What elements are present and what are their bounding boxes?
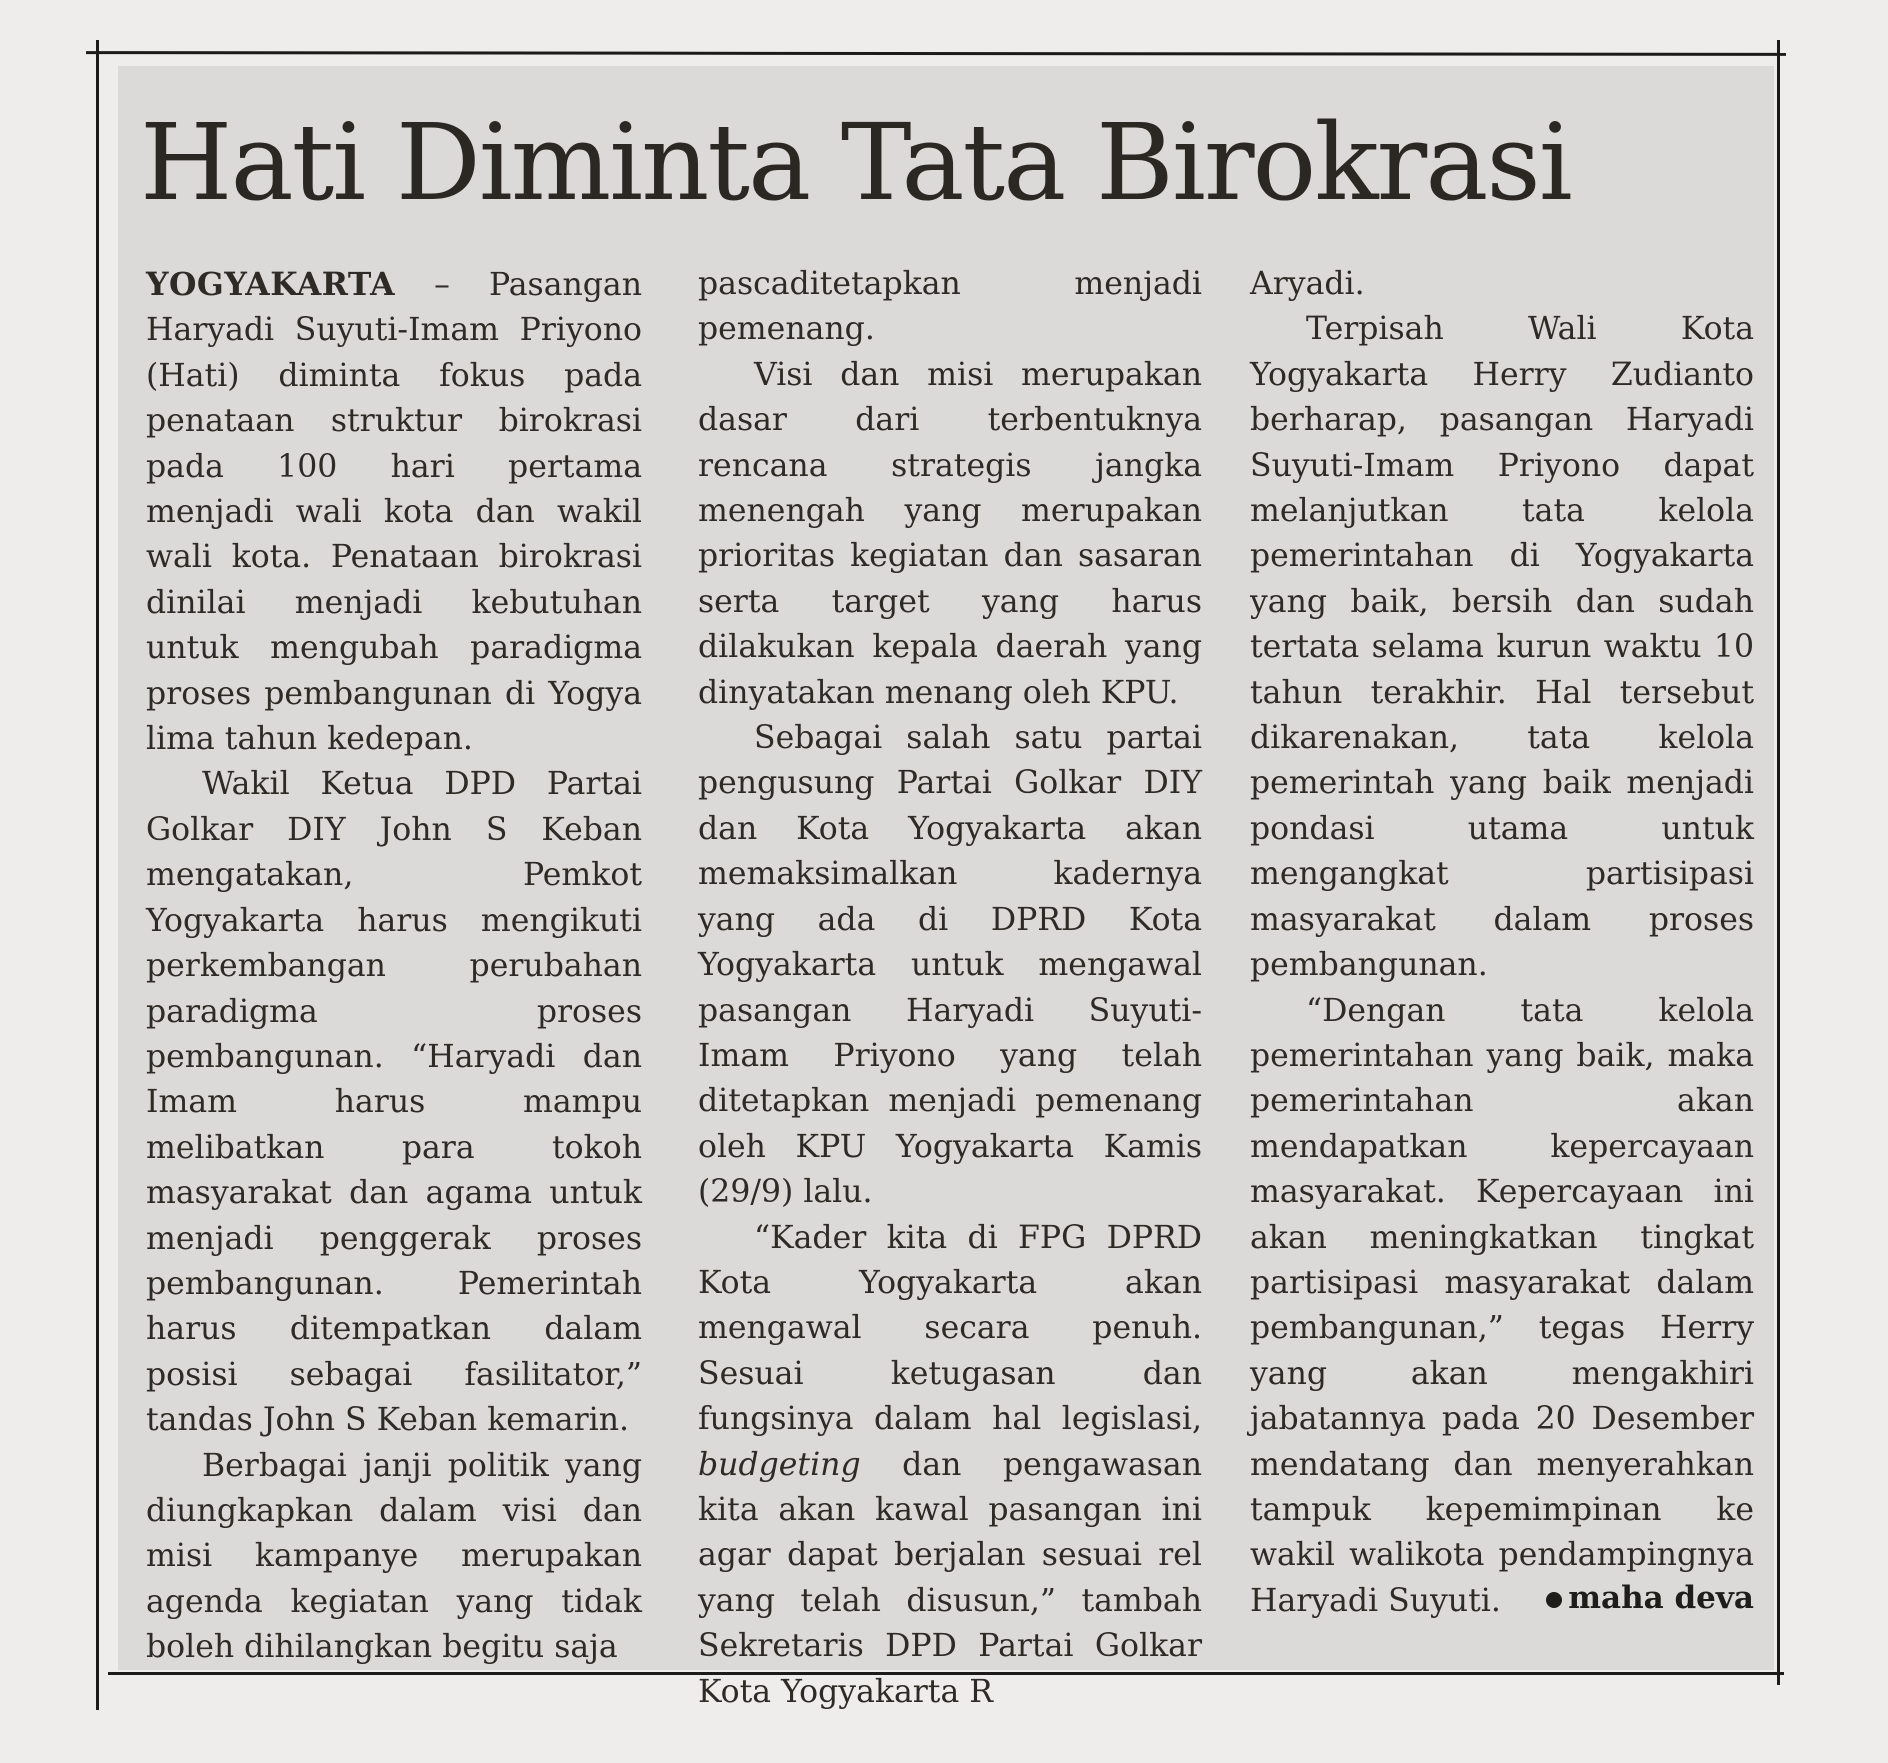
byline bbox=[1546, 1580, 1754, 1616]
dateline-separator: – bbox=[395, 267, 489, 303]
paragraph-lead-text: Pasangan Haryadi Suyuti-Imam Priyono (Hati) diminta fokus pada penataan struktur birokrasi pada 100 hari pertama menjadi wali kota dan wakil wali kota. Penataan birokrasi dinilai menjadi kebutuhan untuk mengubah paradigma proses pembangunan di Yogya lima tahun kedepan. bbox=[146, 267, 642, 758]
italic-term: budgeting bbox=[698, 1446, 861, 1483]
paragraph: Sebagai salah satu partai pengusung Partai Golkar DIY dan Kota Yogyakarta akan memaksimalkan kadernya yang ada di DPRD Kota Yogyakarta untuk mengawal pasangan Haryadi Suyuti-Imam Priyono yang telah ditetapkan menjadi pemenang oleh KPU Yogyakarta Kamis (29/9) lalu. bbox=[698, 720, 1202, 1211]
paragraph-continued: Aryadi. bbox=[1250, 266, 1365, 302]
article-column-1 bbox=[146, 262, 642, 1671]
paragraph: “Dengan tata kelola pemerintahan yang baik, maka pemerintahan akan mendapatkan kepercayaan masyarakat. Kepercayaan ini akan meningkatkan tingkat partisipasi masyarakat dalam pembangunan,” tegas Herry yang akan mengakhiri jabatannya pada 20 Desember mendatang dan menyerahkan tampuk kepemimpinan ke wakil walikota pendampingnya Haryadi Suyuti. bbox=[1250, 992, 1754, 1619]
byline-author: maha deva bbox=[1568, 1580, 1754, 1616]
dateline: YOGYAKARTA bbox=[146, 266, 396, 303]
border-rule-left bbox=[96, 40, 99, 1710]
border-rule-right bbox=[1777, 40, 1780, 1685]
article-column-2 bbox=[698, 262, 1202, 1715]
paragraph: Terpisah Wali Kota Yogyakarta Herry Zudianto berharap, pasangan Haryadi Suyuti-Imam Priyono dapat melanjutkan tata kelola pemerintahan di Yogyakarta yang baik, bersih dan sudah tertata selama kurun waktu 10 tahun terakhir. Hal tersebut dikarenakan, tata kelola pemerintah yang baik menjadi pondasi utama untuk mengangkat partisipasi masyarakat dalam proses pembangunan. bbox=[1250, 311, 1754, 984]
quote-text: “Kader kita di FPG DPRD Kota Yogyakarta akan mengawal secara penuh. Sesuai ketugasan dan fungsinya dalam hal legislasi, bbox=[698, 1219, 1202, 1438]
bullet-icon bbox=[1546, 1592, 1562, 1608]
border-rule-top bbox=[86, 51, 1786, 56]
headline: Hati Diminta Tata Birokrasi bbox=[140, 101, 1571, 224]
article-column-3 bbox=[1250, 262, 1754, 1624]
paragraph: Visi dan misi merupakan dasar dari terbentuknya rencana strategis jangka menengah yang merupakan prioritas kegiatan dan sasaran serta target yang harus dilakukan kepala daerah yang dinyatakan menang oleh KPU. bbox=[698, 356, 1202, 711]
paragraph: Berbagai janji politik yang diungkapkan dalam visi dan misi kampanye merupakan agenda kegiatan yang tidak boleh dihilangkan begitu saja bbox=[146, 1447, 642, 1666]
paragraph-lead bbox=[146, 262, 642, 762]
paragraph-quote bbox=[698, 1216, 1202, 1715]
paragraph-continued: pascaditetapkan menjadi pemenang. bbox=[698, 266, 1202, 348]
quote-text-after: dan pengawasan kita akan kawal pasangan ini agar dapat berjalan sesuai rel yang telah disusun,” tambah Sekretaris DPD Partai Golkar Kota Yogyakarta R bbox=[698, 1446, 1202, 1710]
paragraph: Wakil Ketua DPD Partai Golkar DIY John S Keban mengatakan, Pemkot Yogyakarta harus mengikuti perkembangan perubahan paradigma proses pembangunan. “Haryadi dan Imam harus mampu melibatkan para tokoh masyarakat dan agama untuk menjadi penggerak proses pembangunan. Pemerintah harus ditempatkan dalam posisi sebagai fasilitator,” tandas John S Keban kemarin. bbox=[146, 766, 642, 1439]
